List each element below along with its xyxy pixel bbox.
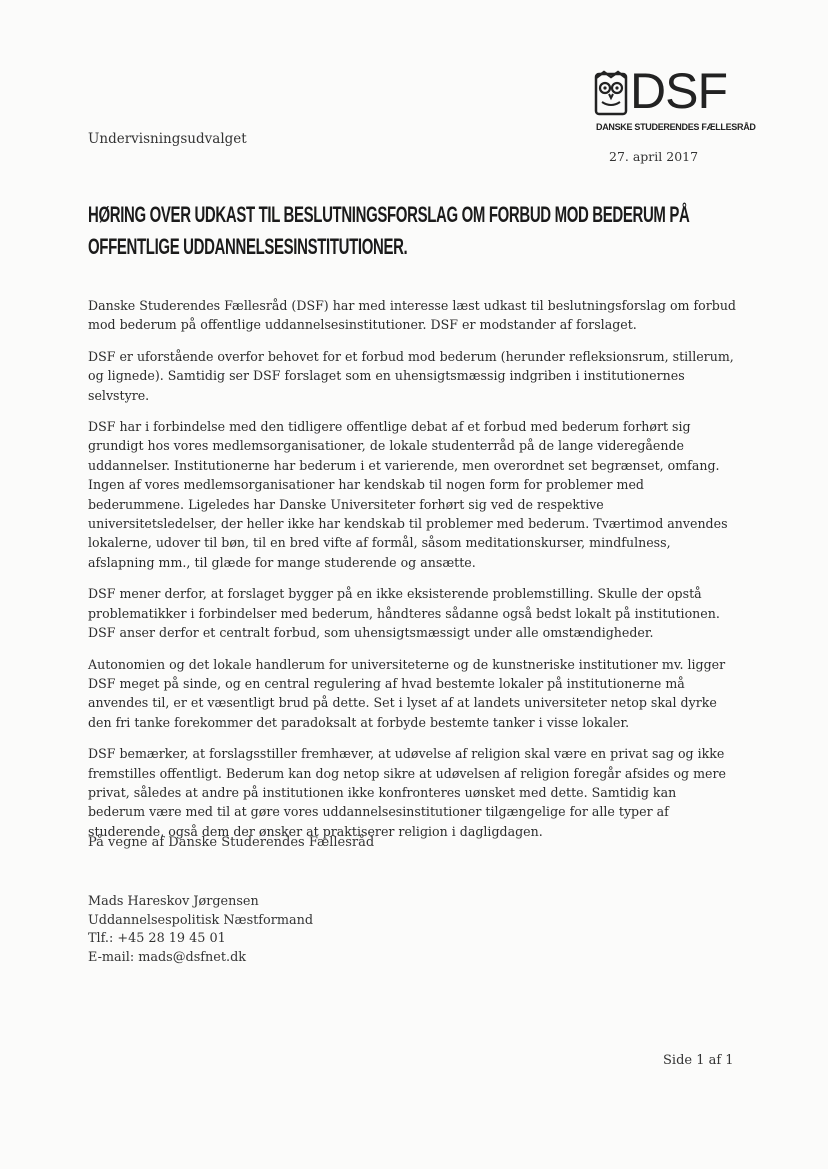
letter-body <box>88 296 736 853</box>
signer-name: Mads Hareskov Jørgensen <box>88 894 259 909</box>
signoff-line: På vegne af Danske Studerendes Fællesråd <box>88 835 375 850</box>
committee-name: Undervisningsudvalget <box>88 131 247 147</box>
paragraph: DSF mener derfor, at forslaget bygger på en ikke eksisterende problemstilling. Skulle der opstå problematikker i forbindelser med bederum, håndteres sådanne også bedst lokalt på institutionen. DSF anser derfor et centralt forbud, som uhensigtsmæssigt under alle omstændigheder. <box>88 586 720 641</box>
document-title: HØRING OVER UDKAST TIL BESLUTNINGSFORSLAG OM FORBUD MOD BEDERUM PÅ OFFENTLIGE UDDANNELSESINSTITUTIONER. <box>88 202 690 259</box>
logo-letters: DSF <box>630 63 727 119</box>
paragraph: Danske Studerendes Fællesråd (DSF) har med interesse læst udkast til beslutningsforslag om forbud mod bederum på offentlige uddannelsesinstitutioner. DSF er modstander af forslaget. <box>88 298 736 333</box>
signer-phone: Tlf.: +45 28 19 45 01 <box>88 931 226 947</box>
letter-date: 27. april 2017 <box>609 149 699 164</box>
page-number: Side 1 af 1 <box>663 1053 734 1068</box>
logo-tagline: DANSKE STUDERENDES FÆLLESRÅD <box>596 122 756 132</box>
paragraph: Autonomien og det lokale handlerum for universiteterne og de kunstneriske institutioner mv. ligger DSF meget på sinde, og en central regulering af hvad bestemte lokaler på institutionerne må anvendes til, er et væsentligt brud på dette. Set i lyset af at landets universiteter netop skal dyrke den fri tanke forekommer det paradoksalt at forbyde bestemte tanker i visse lokaler. <box>88 656 726 730</box>
signer-email: E-mail: mads@dsfnet.dk <box>88 949 247 965</box>
signer-role: Uddannelsespolitisk Næstformand <box>88 912 314 928</box>
paragraph: DSF har i forbindelse med den tidligere offentlige debat af et forbud med bederum forhørt sig grundigt hos vores medlemsorganisationer, de lokale studenterråd på de lange videregående uddannelser. Institutionerne har bederum i et varierende, men overordnet set begrænset, omfang. Ingen af vores medlemsorganisationer har kendskab til nogen form for problemer med bederummene. Ligeledes har Danske Universiteter forhørt sig ved de respektive universitetsledelser, der heller ikke har kendskab til problemer med bederum. Tværtimod anvendes lokalerne, udover til bøn, til en bred vifte af formål, såsom meditationskurser, mindfulness, afslapning mm., til glæde for mange studerende og ansætte. <box>88 419 728 570</box>
paragraph: DSF er uforstående overfor behovet for et forbud mod bederum (herunder refleksionsrum, stillerum, og lignede). Samtidig ser DSF forslaget som en uhensigtsmæssig indgriben i institutionernes selvstyre. <box>88 348 734 403</box>
dsf-logo <box>594 63 756 134</box>
owl-icon <box>594 70 628 118</box>
paragraph: DSF bemærker, at forslagsstiller fremhæver, at udøvelse af religion skal være en privat sag og ikke fremstilles offentligt. Bederum kan dog netop sikre at udøvelsen af religion foregår afsides og mere privat, således at andre på institutionen ikke konfronteres uønsket med dette. Samtidig kan bederum være med til at gøre vores uddannelsesinstitutioner tilgængelige for alle typer af studerende, også dem der ønsker at praktiserer religion i dagligdagen. <box>88 746 726 839</box>
signature-block <box>88 893 313 967</box>
